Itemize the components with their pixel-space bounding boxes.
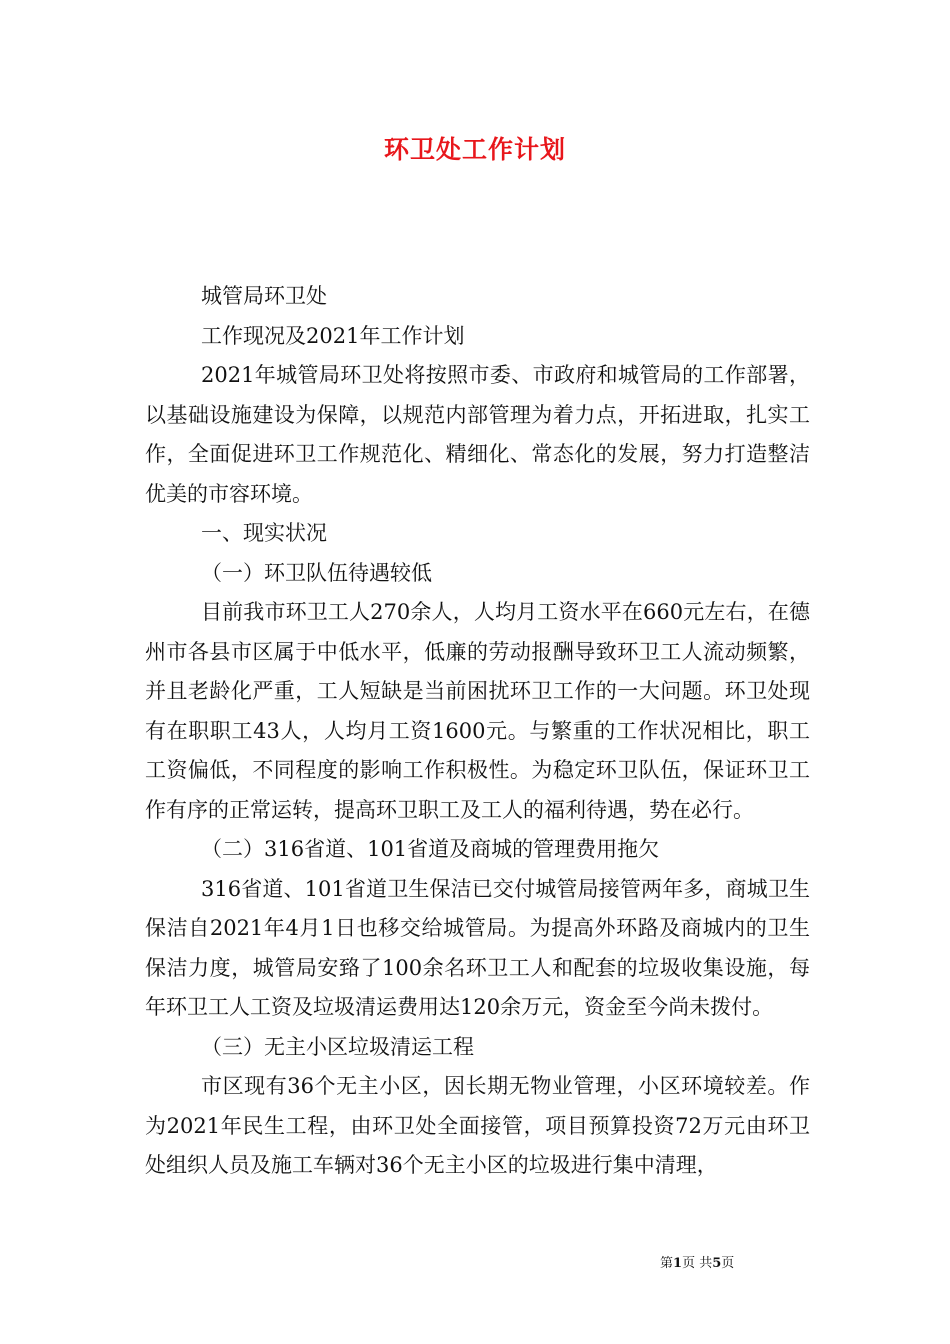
paragraph-unmanaged-communities: 市区现有36个无主小区，因长期无物业管理，小区环境较差。作为2021年民生工程，由环卫处全面接管，项目预算投资72万元由环卫处组织人员及施工车辆对36个无主小区的垃圾进行集中清理， bbox=[145, 1074, 810, 1177]
document-body bbox=[145, 277, 810, 1186]
footer-suffix: 页 bbox=[721, 1256, 735, 1271]
document-title: 环卫处工作计划 bbox=[383, 135, 566, 164]
subsection-heading-1: （一）环卫队伍待遇较低 bbox=[201, 560, 432, 585]
paragraph-fees: 316省道、101省道卫生保洁已交付城管局接管两年多，商城卫生保洁自2021年4月1日也移交给城管局。为提高外环路及商城内的卫生保洁力度，城管局安臵了100余名环卫工人和配套的垃圾收集设施，每年环卫工人工资及垃圾清运费用达120余万元，资金至今尚未拨付。 bbox=[145, 876, 810, 1019]
footer-current-page: 1 bbox=[673, 1256, 683, 1271]
paragraph-subtitle: 工作现况及2021年工作计划 bbox=[201, 323, 465, 348]
page-footer bbox=[660, 1252, 734, 1271]
footer-prefix: 第 bbox=[660, 1256, 674, 1271]
paragraph-intro: 2021年城管局环卫处将按照市委、市政府和城管局的工作部署，以基础设施建设为保障，以规范内部管理为着力点，开拓进取，扎实工作，全面促进环卫工作规范化、精细化、常态化的发展，努力打造整洁优美的市容环境。 bbox=[145, 363, 810, 506]
section-heading-current-status: 一、现实状况 bbox=[201, 521, 327, 545]
footer-total-pages: 5 bbox=[712, 1256, 722, 1271]
footer-middle: 页 共 bbox=[682, 1256, 713, 1271]
subsection-heading-3: （三）无主小区垃圾清运工程 bbox=[201, 1034, 474, 1059]
paragraph-workforce: 目前我市环卫工人270余人，人均月工资水平在660元左右，在德州市各县市区属于中低水平，低廉的劳动报酬导致环卫工人流动频繁，并且老龄化严重，工人短缺是当前困扰环卫工作的一大问题。环卫处现有在职职工43人，人均月工资1600元。与繁重的工作状况相比，职工工资偏低，不同程度的影响工作积极性。为稳定环卫队伍，保证环卫工作有序的正常运转，提高环卫职工及工人的福利待遇，势在必行。 bbox=[145, 600, 810, 822]
subsection-heading-2: （二）316省道、101省道及商城的管理费用拖欠 bbox=[201, 837, 660, 861]
paragraph-department: 城管局环卫处 bbox=[201, 284, 327, 308]
